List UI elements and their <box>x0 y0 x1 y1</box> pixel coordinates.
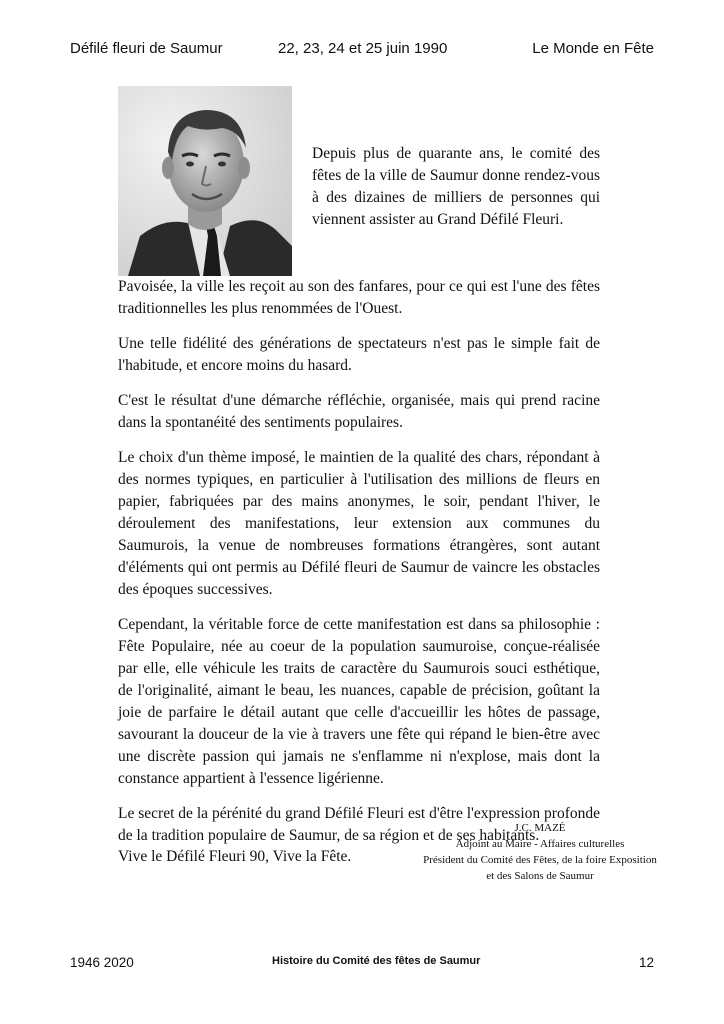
header-right: Le Monde en Fête <box>532 40 654 57</box>
article-body <box>118 276 600 860</box>
paragraph: Pavoisée, la ville les reçoit au son des fanfares, pour ce qui est l'une des fêtes traditionnelles les plus renommées de l'Ouest. <box>118 278 600 317</box>
paragraph: Une telle fidélité des générations de spectateurs n'est pas le simple fait de l'habitude, et encore moins du hasard. <box>118 335 600 374</box>
portrait-photo <box>118 86 292 276</box>
footer-title: Histoire du Comité des fêtes de Saumur <box>272 955 481 967</box>
paragraph: C'est le résultat d'une démarche réfléchie, organisée, mais qui prend racine dans la spontanéité des sentiments populaires. <box>118 392 600 431</box>
signature-name: J.C. MAZÉ <box>514 822 566 834</box>
page-number: 12 <box>638 955 654 970</box>
signature-title-1: Adjoint au Maire - Affaires culturelles <box>455 838 625 850</box>
page-header <box>0 40 724 70</box>
header-dates: 22, 23, 24 et 25 juin 1990 <box>278 40 448 57</box>
paragraph: Le secret de la pérénité du grand Défilé Fleuri est d'être l'expression profonde de la tradition populaire de Saumur, de sa région et de ses habitants. <box>118 805 600 844</box>
signature-block <box>420 820 660 884</box>
header-left: Défilé fleuri de Saumur <box>70 40 223 57</box>
signature-title-3: et des Salons de Saumur <box>486 870 594 882</box>
footer-years: 1946 2020 <box>70 955 134 970</box>
paragraph: Cependant, la véritable force de cette manifestation est dans sa philosophie : Fête Populaire, née au coeur de la population saumuroise, conçue-réalisée par elle, elle véhicule les traits de caractère du Saumurois souci esthétique, de l'originalité, aimant le beau, les nuances, capable de précision, goûtant la joie de parfaire le détail autant que celle d'accueillir les hôtes de passage, savourant la douceur de la vie à travers une fête qui répand le bien-être avec une discrète passion qui jamais ne s'enflamme ni n'explose, mais dont la constance appartient à l'essence ligérienne. <box>118 616 600 787</box>
page-footer <box>0 955 724 979</box>
paragraph: Le choix d'un thème imposé, le maintien de la qualité des chars, répondant à des normes typiques, en particulier à l'utilisation des millions de fleurs en papier, fabriquées par des mains anonymes, le soir, pendant l'hiver, le déroulement des manifestations, leur extension aux communes du Saumurois, la venue de nombreuses formations étrangères, sont autant d'éléments qui ont permis au Défilé fleuri de Saumur de vaincre les obstacles des époques successives. <box>118 449 600 598</box>
signature-title-2: Président du Comité des Fêtes, de la foire Exposition <box>423 854 657 866</box>
intro-paragraph: Depuis plus de quarante ans, le comité des fêtes de la ville de Saumur donne rendez-vous à des dizaines de milliers de personnes qui viennent assister au Grand Défilé Fleuri. <box>312 145 600 228</box>
closing-line: Vive le Défilé Fleuri 90, Vive la Fête. <box>118 848 352 865</box>
